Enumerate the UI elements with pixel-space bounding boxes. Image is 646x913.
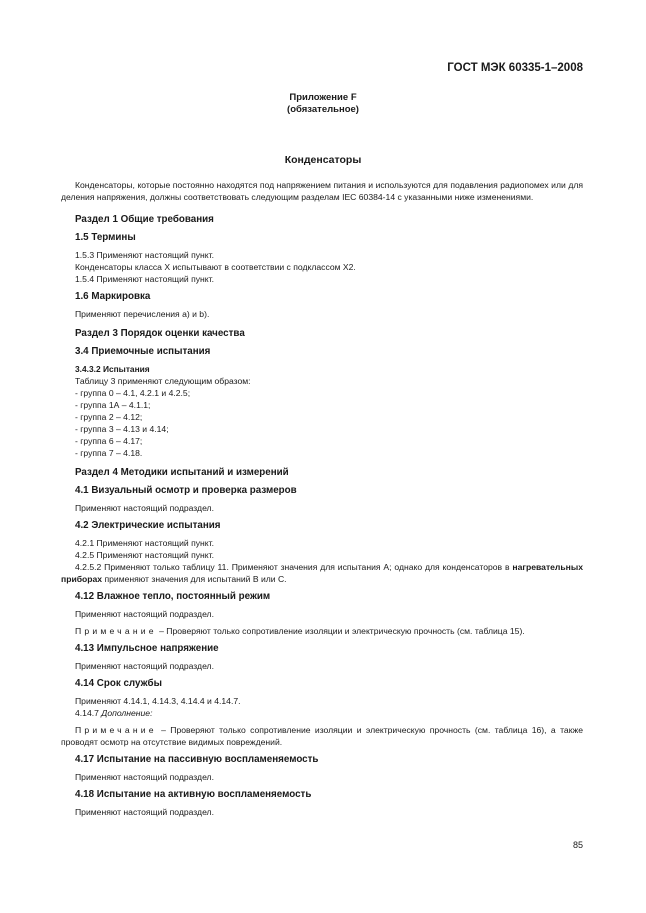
para-4-2-5-2 (61, 561, 583, 585)
para-4-17: Применяют настоящий подраздел. (75, 772, 214, 782)
list-item: - группа 1А – 4.1.1; (75, 400, 151, 410)
para-3-4-3-2: Таблицу 3 применяют следующим образом: (75, 376, 251, 386)
list-item: - группа 2 – 4.12; (75, 412, 143, 422)
note-4-12 (61, 625, 583, 637)
section-3-title: Раздел 3 Порядок оценки качества (75, 328, 245, 339)
para-4-2-5-2-bold: нагревательных приборах (61, 562, 583, 584)
appendix-title: Приложение F (289, 92, 357, 103)
para-4-14: Применяют 4.14.1, 4.14.3, 4.14.4 и 4.14.7. (75, 696, 241, 706)
para-1-5-3-b: Конденсаторы класса X испытывают в соответствии с подклассом X2. (75, 262, 356, 272)
para-4-13: Применяют настоящий подраздел. (75, 661, 214, 671)
heading-3-4-3-2: 3.4.3.2 Испытания (75, 364, 150, 374)
para-1-5-3: 1.5.3 Применяют настоящий пункт. (75, 250, 215, 260)
heading-4-12: 4.12 Влажное тепло, постоянный режим (75, 591, 271, 602)
chapter-title: Конденсаторы (284, 154, 362, 166)
para-4-2-5-2-text-a: 4.2.5.2 Применяют только таблицу 11. Применяют значения для испытания A; однако для конденсаторов в (75, 562, 510, 572)
page-number: 85 (572, 840, 583, 850)
heading-1-5: 1.5 Термины (75, 232, 136, 243)
list-item: - группа 6 – 4.17; (75, 436, 143, 446)
standard-header: ГОСТ МЭК 60335-1–2008 (447, 62, 583, 74)
appendix-heading (0, 92, 646, 116)
para-4-14-7-num: 4.14.7 (75, 708, 102, 718)
para-1-6: Применяют перечисления a) и b). (75, 309, 210, 319)
note-4-14 (61, 724, 583, 748)
list-item: - группа 3 – 4.13 и 4.14; (75, 424, 169, 434)
note-4-12-text: – Проверяют только сопротивление изоляции и электрическую прочность (см. таблица 15). (156, 626, 525, 636)
para-4-2-5: 4.2.5 Применяют настоящий пункт. (75, 550, 215, 560)
section-1-title: Раздел 1 Общие требования (75, 214, 214, 225)
note-4-14-text: – Проверяют только сопротивление изоляции и электрическую прочность (см. таблица 16), а также проводят осмотр на отсутствие видимых повреждений. (61, 725, 583, 747)
heading-4-14: 4.14 Срок службы (75, 678, 162, 689)
para-4-2-5-2-text-b: применяют значения для испытаний B или C. (102, 574, 287, 584)
heading-4-17: 4.17 Испытание на пассивную воспламеняемость (75, 754, 319, 765)
para-4-2-1: 4.2.1 Применяют настоящий пункт. (75, 538, 215, 548)
document-body (61, 179, 583, 818)
para-4-1: Применяют настоящий подраздел. (75, 503, 214, 513)
list-item: - группа 7 – 4.18. (75, 448, 143, 458)
heading-4-1: 4.1 Визуальный осмотр и проверка размеров (75, 485, 297, 496)
para-4-12: Применяют настоящий подраздел. (75, 609, 214, 619)
heading-1-6: 1.6 Маркировка (75, 291, 151, 302)
note-label: Примечание (75, 626, 157, 636)
intro-paragraph: Конденсаторы, которые постоянно находятся под напряжением питания и используются для подавления радиопомех или для деления напряжения, должны соответствовать следующим разделам IEC 60384-14 с указанными ниже изменениями. (61, 180, 583, 202)
heading-4-13: 4.13 Импульсное напряжение (75, 643, 219, 654)
heading-4-18: 4.18 Испытание на активную воспламеняемость (75, 789, 312, 800)
para-4-14-7 (61, 707, 583, 719)
para-4-14-7-addition: Дополнение: (101, 708, 153, 718)
heading-3-4: 3.4 Приемочные испытания (75, 346, 211, 357)
list-item: - группа 0 – 4.1, 4.2.1 и 4.2.5; (75, 388, 191, 398)
note-label: Примечание (75, 725, 157, 735)
appendix-subtitle: (обязательное) (287, 104, 359, 115)
para-1-5-4: 1.5.4 Применяют настоящий пункт. (75, 274, 215, 284)
section-4-title: Раздел 4 Методики испытаний и измерений (75, 467, 289, 478)
heading-4-2: 4.2 Электрические испытания (75, 520, 221, 531)
para-4-18: Применяют настоящий подраздел. (75, 807, 214, 817)
